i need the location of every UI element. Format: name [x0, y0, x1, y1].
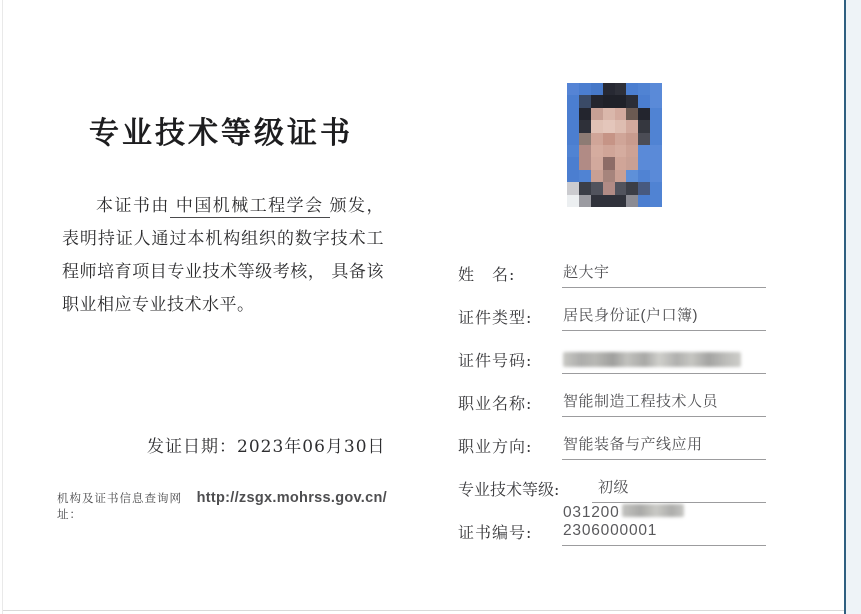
photo-pixel: [567, 195, 579, 207]
photo-pixel: [626, 133, 638, 145]
photo-pixel: [650, 195, 662, 207]
field-value-occupation: 智能制造工程技术人员: [563, 393, 719, 410]
photo-pixel: [579, 170, 591, 182]
footer-query-line: [57, 490, 387, 522]
field-row-occupation: [458, 381, 766, 417]
photo-pixel: [579, 182, 591, 194]
photo-pixel: [591, 195, 603, 207]
photo-pixel: [626, 195, 638, 207]
photo-pixel: [579, 120, 591, 132]
photo-pixel: [626, 170, 638, 182]
field-label-occupation: 职业名称:: [458, 394, 533, 413]
photo-pixel: [591, 108, 603, 120]
photo-pixel: [567, 145, 579, 157]
footer-label: 机构及证书信息查询网址：: [57, 491, 182, 521]
field-underline: [562, 504, 766, 546]
photo-pixel: [650, 83, 662, 95]
cert-number-suffix: 2306000001: [563, 522, 658, 539]
photo-pixel: [567, 133, 579, 145]
field-underline: [592, 476, 766, 503]
page-bottom-edge: [3, 610, 844, 611]
photo-pixel: [638, 145, 650, 157]
photo-pixel: [567, 170, 579, 182]
body-prefix: 本证书由: [96, 196, 170, 216]
footer-url: http://zsgx.mohrss.gov.cn/: [196, 490, 387, 506]
field-label-cert-number: 证书编号:: [458, 523, 533, 542]
photo-pixel: [615, 157, 627, 169]
photo-pixel: [567, 83, 579, 95]
field-row-cert-number: [458, 504, 766, 546]
photo-pixel: [615, 195, 627, 207]
field-underline: [562, 348, 766, 374]
photo-pixel: [591, 83, 603, 95]
field-label-id-number: 证件号码:: [458, 351, 533, 370]
photo-pixel: [638, 157, 650, 169]
photo-pixel: [591, 170, 603, 182]
photo-pixel: [567, 157, 579, 169]
photo-pixel: [567, 120, 579, 132]
photo-pixel: [615, 170, 627, 182]
photo-pixel: [603, 133, 615, 145]
photo-pixel: [615, 133, 627, 145]
photo-pixel: [579, 83, 591, 95]
field-row-id-type: [458, 295, 766, 331]
photo-pixel: [615, 145, 627, 157]
body-suffix: 颁发，表明持证人通过本机构组织的数字技术工程师培育项目专业技术等级考核， 具备该职业相应专业技术水平。: [62, 196, 385, 315]
issue-date: 发证日期：2023年06月30日: [147, 437, 386, 457]
field-value-name: 赵大宇: [563, 264, 610, 281]
field-label-name: 姓 名:: [458, 265, 516, 284]
photo-pixel: [650, 157, 662, 169]
photo-pixel: [638, 195, 650, 207]
field-label-direction: 职业方向:: [458, 437, 533, 456]
photo-pixel: [579, 157, 591, 169]
page-right-shadow: [846, 0, 861, 614]
photo-pixel: [650, 145, 662, 157]
photo-pixel: [591, 133, 603, 145]
holder-photo: [567, 83, 662, 207]
redacted-id-number: [563, 352, 741, 367]
photo-pixel: [567, 108, 579, 120]
field-underline: [562, 261, 766, 288]
field-row-id-number: [458, 338, 766, 374]
photo-pixel: [591, 157, 603, 169]
photo-pixel: [626, 83, 638, 95]
photo-pixel: [615, 83, 627, 95]
photo-pixel: [626, 95, 638, 107]
photo-pixel: [591, 95, 603, 107]
redacted-cert-number-middle: [622, 504, 684, 517]
field-underline: [562, 390, 766, 417]
photo-pixel: [650, 95, 662, 107]
field-label-level: 专业技术等级:: [458, 480, 560, 499]
field-value-level: 初级: [598, 479, 630, 496]
photo-pixel: [650, 182, 662, 194]
photo-pixel: [603, 120, 615, 132]
photo-pixel: [638, 108, 650, 120]
photo-pixel: [638, 120, 650, 132]
photo-pixel: [626, 182, 638, 194]
photo-pixel: [579, 145, 591, 157]
field-row-level: [458, 467, 766, 503]
photo-pixel: [638, 170, 650, 182]
photo-pixel: [603, 182, 615, 194]
photo-pixel: [591, 145, 603, 157]
certificate-fields: [458, 252, 766, 553]
photo-pixel: [603, 83, 615, 95]
photo-pixel: [626, 108, 638, 120]
photo-pixel: [638, 95, 650, 107]
photo-pixel: [615, 95, 627, 107]
photo-pixel: [591, 182, 603, 194]
certificate-title: 专业技术等级证书: [89, 116, 353, 151]
photo-pixel: [603, 195, 615, 207]
photo-pixel: [603, 157, 615, 169]
photo-pixel: [579, 195, 591, 207]
photo-pixel: [650, 133, 662, 145]
photo-pixel: [579, 95, 591, 107]
photo-pixel: [650, 108, 662, 120]
photo-pixel: [626, 157, 638, 169]
cert-number-prefix: 031200: [563, 504, 620, 521]
photo-pixel: [567, 182, 579, 194]
field-underline: [562, 304, 766, 331]
photo-pixel: [603, 145, 615, 157]
photo-pixel: [591, 120, 603, 132]
photo-pixel: [626, 145, 638, 157]
photo-pixel: [638, 182, 650, 194]
page-left-edge: [2, 0, 3, 614]
field-value-cert-number: [563, 504, 766, 540]
photo-pixel: [626, 120, 638, 132]
photo-pixel: [615, 120, 627, 132]
photo-pixel: [638, 83, 650, 95]
photo-pixel: [567, 95, 579, 107]
photo-pixel: [650, 120, 662, 132]
field-underline: [562, 433, 766, 460]
field-row-direction: [458, 424, 766, 460]
field-label-id-type: 证件类型:: [458, 308, 533, 327]
page-right-edge-line: [844, 0, 846, 614]
photo-pixel: [638, 133, 650, 145]
photo-pixel: [579, 108, 591, 120]
photo-pixel: [615, 182, 627, 194]
photo-pixel: [579, 133, 591, 145]
field-row-name: [458, 252, 766, 288]
issuer-name: 中国机械工程学会: [170, 196, 330, 218]
photo-pixel: [603, 108, 615, 120]
photo-pixel: [650, 170, 662, 182]
photo-pixel: [603, 170, 615, 182]
photo-pixel: [603, 95, 615, 107]
field-value-id-type: 居民身份证(户口簿): [563, 307, 698, 324]
photo-pixel: [615, 108, 627, 120]
certificate-body-text: [62, 190, 384, 322]
field-value-direction: 智能装备与产线应用: [563, 436, 703, 453]
